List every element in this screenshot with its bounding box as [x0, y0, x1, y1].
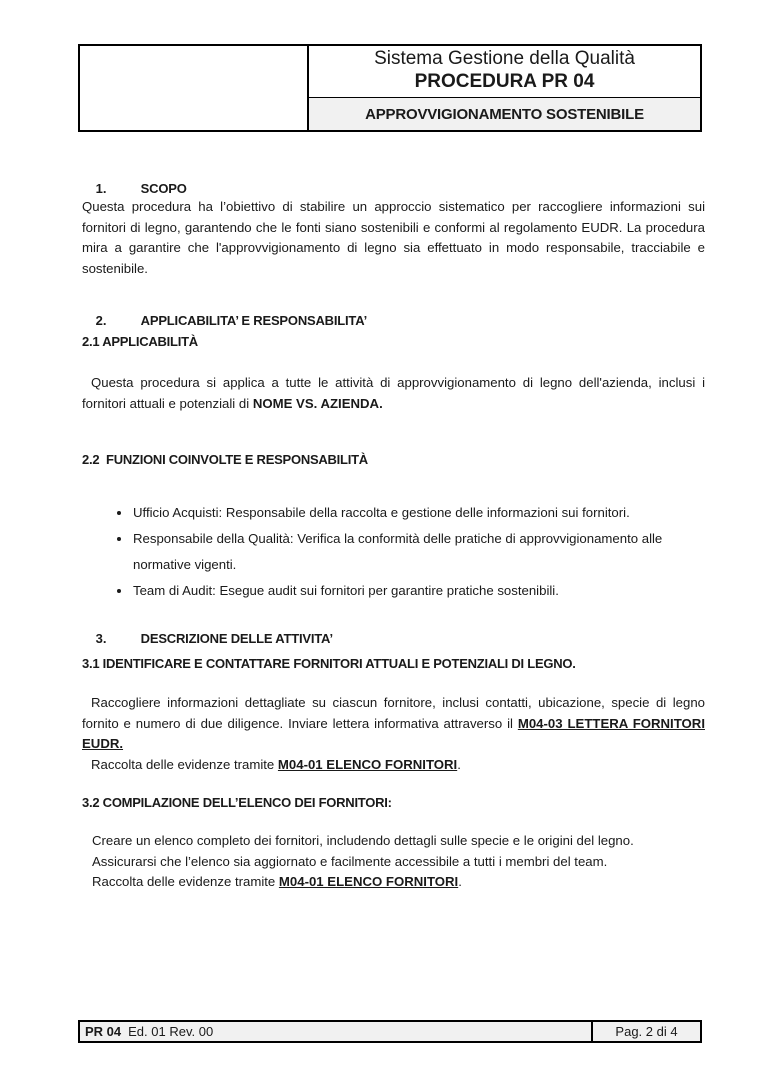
section-2-title: APPLICABILITA’ E RESPONSABILITA’	[140, 313, 368, 328]
section-3-2-line: Assicurarsi che l’elenco sia aggiornato e facilmente accessibile a tutti i membri del team.	[92, 853, 608, 869]
evidence-text: Raccolta delle evidenze tramite	[92, 874, 279, 890]
footer-page-number: Pag. 2 di 4	[615, 1024, 678, 1039]
list-item: • Ufficio Acquisti: Responsabile della raccolta e gestione delle informazioni sui fornitori.	[132, 500, 705, 526]
evidence-period: .	[457, 756, 461, 772]
header-table	[78, 44, 702, 132]
section-2-1-body	[82, 373, 705, 414]
section-1-title: SCOPO	[140, 181, 187, 196]
doc-ref-m04-01: M04-01 ELENCO FORNITORI	[277, 756, 458, 772]
footer-left-cell	[80, 1022, 593, 1041]
footer-page-cell	[593, 1022, 700, 1041]
section-1-number: 1.	[95, 181, 107, 196]
company-name: NOME VS. AZIENDA.	[252, 395, 383, 411]
footer-table	[78, 1020, 702, 1043]
section-3-1-heading: 3.1 IDENTIFICARE E CONTATTARE FORNITORI ATTUALI E POTENZIALI DI LEGNO.	[82, 656, 576, 671]
responsibilities-list-wrap	[82, 500, 705, 604]
header-title: Sistema Gestione della Qualità	[374, 48, 635, 69]
header-subject-band	[309, 98, 700, 130]
footer-doc-code: PR 04	[85, 1024, 122, 1039]
doc-ref-m04-03: M04-03 LETTERA FORNITORI EUDR.	[82, 715, 705, 752]
footer-revision: Ed. 01 Rev. 00	[128, 1024, 214, 1039]
section-3-2-body	[82, 831, 705, 893]
header-doc-code: PROCEDURA PR 04	[414, 71, 595, 92]
section-2-number: 2.	[95, 313, 107, 328]
evidence-text: Raccolta delle evidenze tramite	[91, 756, 278, 772]
section-3-1-text: Raccogliere informazioni dettagliate su ciascun fornitore, inclusi contatti, ubicazione, specie di legno fornito e numero di due diligence. Inviare lettera informativa attraverso il	[82, 695, 705, 731]
section-2-1-heading: 2.1 APPLICABILITÀ	[82, 334, 198, 349]
evidence-line	[92, 872, 705, 893]
evidence-period: .	[458, 874, 462, 890]
section-1-body: Questa procedura ha l’obiettivo di stabilire un approccio sistematico per raccogliere informazioni sui fornitori di legno, garantendo che le fonti siano sostenibili e conformi al regolamento EUDR. La procedura mira a garantire che l'approvvigionamento di legno sia effettuato in modo responsabile, tracciabile e sostenibile.	[82, 199, 705, 276]
header-subject: APPROVVIGIONAMENTO SOSTENIBILE	[365, 105, 644, 123]
section-2-2-heading: 2.2 FUNZIONI COINVOLTE E RESPONSABILITÀ	[82, 452, 368, 467]
header-title-cell	[309, 46, 700, 98]
section-3-1-body	[82, 693, 705, 775]
list-item: • Responsabile della Qualità: Verifica la conformità delle pratiche di approvvigionamento alle normative vigenti.	[132, 526, 705, 578]
list-item: • Team di Audit: Esegue audit sui fornitori per garantire pratiche sostenibili.	[132, 578, 705, 604]
section-3-title: DESCRIZIONE DELLE ATTIVITA’	[140, 631, 333, 646]
header-right-cell	[309, 46, 700, 130]
evidence-line	[82, 755, 705, 776]
doc-ref-m04-01: M04-01 ELENCO FORNITORI	[278, 874, 459, 890]
section-3-1-paragraph	[82, 693, 705, 755]
section-3-2-heading: 3.2 COMPILAZIONE DELL’ELENCO DEI FORNITORI:	[82, 795, 392, 810]
section-3-2-line: Creare un elenco completo dei fornitori, includendo dettagli sulle specie e le origini del legno.	[92, 833, 634, 848]
section-2-1-text: Questa procedura si applica a tutte le attività di approvvigionamento di legno dell'azienda, inclusi i fornitori attuali e potenziali di	[82, 375, 705, 411]
section-3-number: 3.	[95, 631, 107, 646]
logo-cell	[80, 46, 309, 130]
responsibilities-list	[82, 500, 705, 604]
